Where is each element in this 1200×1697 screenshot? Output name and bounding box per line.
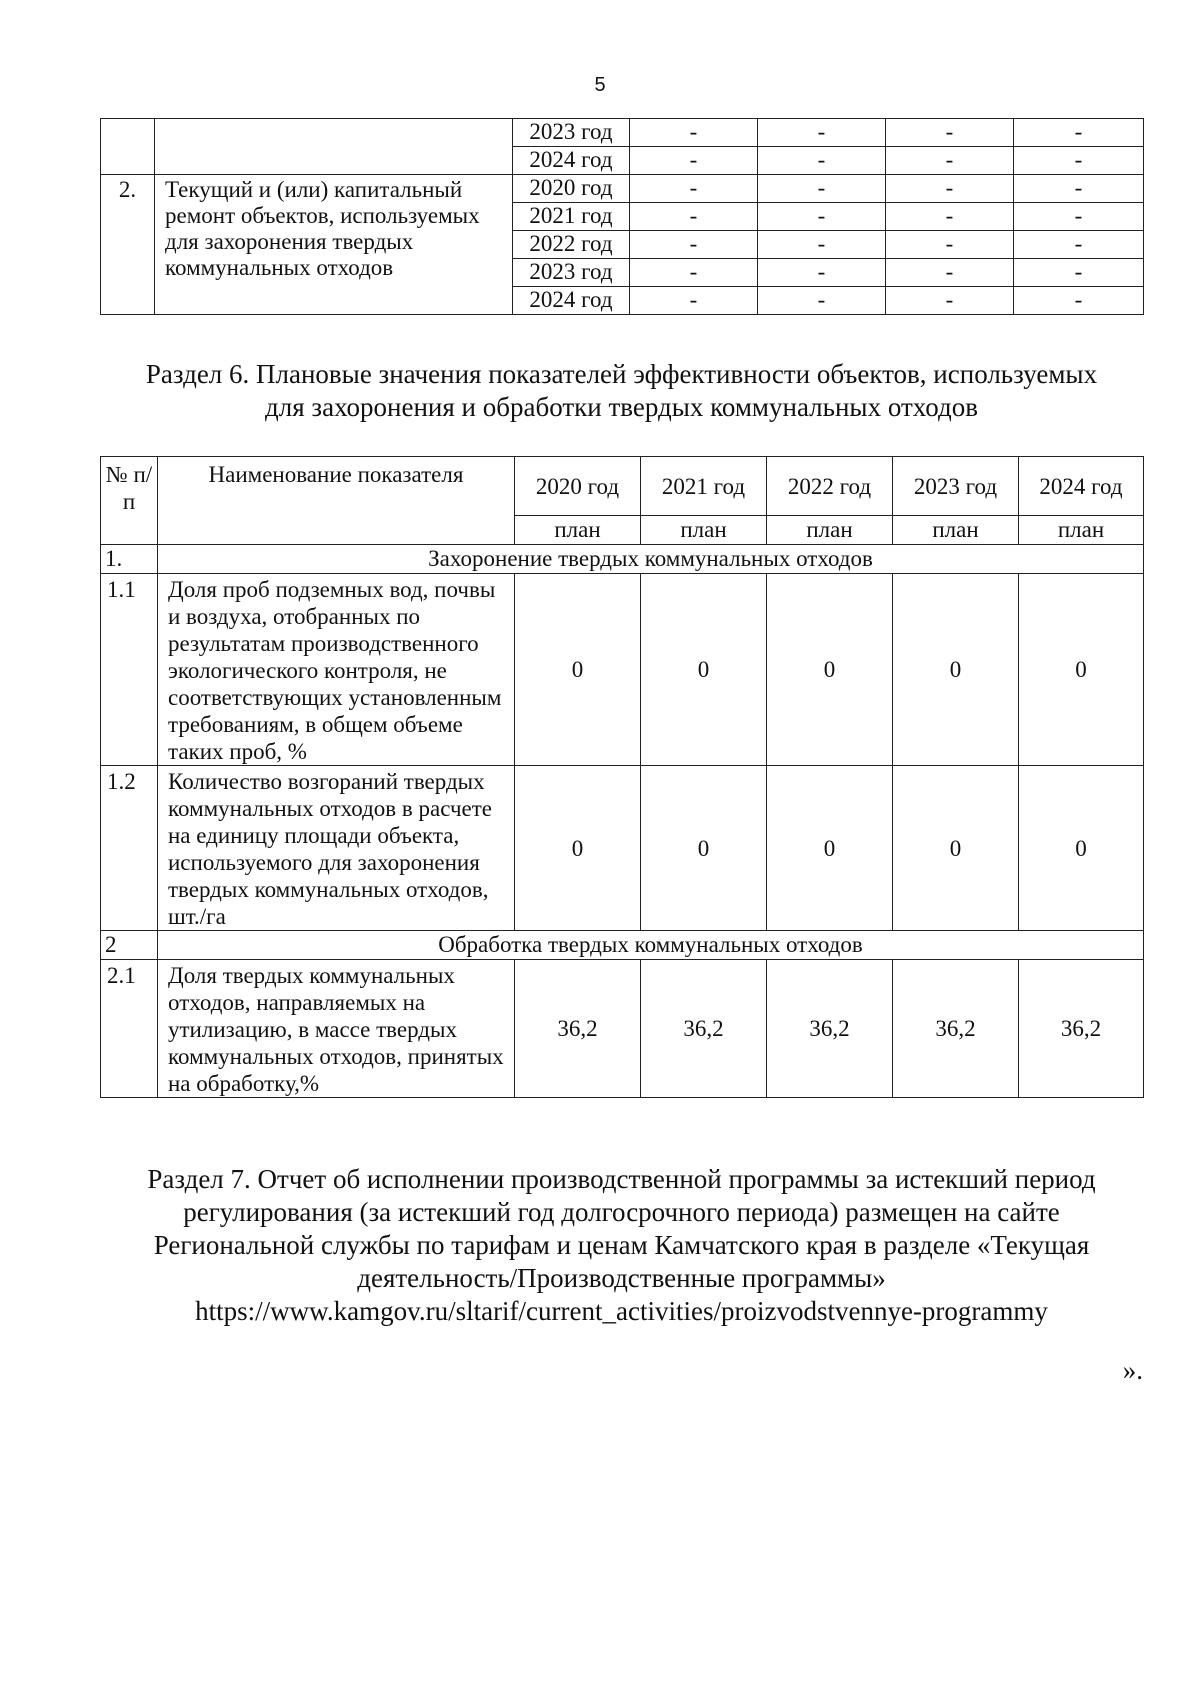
plan-value: 0 [767, 766, 893, 931]
indicator-name: Доля твердых коммунальных отходов, направляемых на утилизацию, в массе твердых коммунальных отходов, принятых на обработку,% [158, 960, 515, 1098]
plan-label: план [515, 516, 641, 545]
value-cell: - [886, 119, 1014, 147]
plan-value: 0 [893, 766, 1019, 931]
text-line: Раздел 7. Отчет об исполнении производственной программы за истекший период [147, 1164, 1096, 1194]
value-cell: - [1014, 119, 1144, 147]
table-row [101, 766, 1144, 931]
value-cell: - [886, 231, 1014, 259]
column-header-year: 2020 год [515, 457, 641, 516]
value-cell: - [1014, 147, 1144, 175]
value-cell: - [886, 287, 1014, 315]
value-cell: - [758, 259, 886, 287]
year-cell: 2023 год [513, 119, 630, 147]
row-number: 1.1 [101, 574, 158, 766]
group-number: 2 [101, 931, 158, 960]
group-row [101, 931, 1144, 960]
plan-value: 36,2 [767, 960, 893, 1098]
value-cell: - [758, 231, 886, 259]
value-cell: - [1014, 231, 1144, 259]
plan-value: 0 [767, 574, 893, 766]
value-cell: - [886, 147, 1014, 175]
column-header-year: 2024 год [1019, 457, 1144, 516]
value-cell: - [630, 231, 758, 259]
plan-value: 36,2 [515, 960, 641, 1098]
table-row [101, 960, 1144, 1098]
plan-value: 36,2 [893, 960, 1019, 1098]
indicator-name: Количество возгораний твердых коммунальных отходов в расчете на единицу площади объекта, используемого для захоронения твердых коммунальных отходов, шт./га [158, 766, 515, 931]
plan-label: план [893, 516, 1019, 545]
text-line: Региональной службы по тарифам и ценам Камчатского края в разделе «Текущая [153, 1230, 1090, 1260]
group-row [101, 545, 1144, 574]
year-cell: 2024 год [513, 147, 630, 175]
value-cell: - [758, 287, 886, 315]
value-cell: - [758, 175, 886, 203]
value-cell: - [1014, 259, 1144, 287]
table-row [101, 119, 1144, 147]
plan-value: 0 [893, 574, 1019, 766]
value-cell: - [758, 119, 886, 147]
row-number: 2. [101, 175, 155, 315]
year-cell: 2022 год [513, 231, 630, 259]
closing-quote-mark: ». [1122, 1355, 1143, 1385]
group-title: Обработка твердых коммунальных отходов [158, 931, 1144, 960]
value-cell: - [758, 147, 886, 175]
table-row [101, 175, 1144, 203]
year-cell: 2024 год [513, 287, 630, 315]
plan-label: план [1019, 516, 1144, 545]
empty-name-cell [155, 119, 513, 175]
value-cell: - [630, 119, 758, 147]
year-cell: 2023 год [513, 259, 630, 287]
plan-label: план [767, 516, 893, 545]
text-line: деятельность/Производственные программы» [357, 1263, 886, 1293]
value-cell: - [1014, 287, 1144, 315]
section6-heading [100, 358, 1143, 424]
plan-value: 0 [1019, 574, 1144, 766]
value-cell: - [630, 259, 758, 287]
column-header-year: 2021 год [641, 457, 767, 516]
plan-value: 0 [641, 766, 767, 931]
value-cell: - [630, 175, 758, 203]
column-header-name: Наименование показателя [158, 457, 515, 545]
plan-value: 36,2 [641, 960, 767, 1098]
row-number: 1.2 [101, 766, 158, 931]
empty-num-cell [101, 119, 155, 175]
year-cell: 2021 год [513, 203, 630, 231]
table-row [101, 574, 1144, 766]
row-name: Текущий и (или) капитальный ремонт объектов, используемых для захоронения твердых коммунальных отходов [155, 175, 513, 315]
plan-value: 0 [1019, 766, 1144, 931]
value-cell: - [758, 203, 886, 231]
page-number: 5 [594, 74, 606, 96]
value-cell: - [1014, 203, 1144, 231]
section7-text [100, 1163, 1143, 1328]
plan-value: 0 [515, 766, 641, 931]
value-cell: - [630, 147, 758, 175]
indicators-table [100, 456, 1144, 1098]
programs-link[interactable]: https://www.kamgov.ru/sltarif/current_activities/proizvodstvennye-programmy [195, 1296, 1048, 1326]
value-cell: - [630, 203, 758, 231]
plan-value: 36,2 [1019, 960, 1144, 1098]
value-cell: - [630, 287, 758, 315]
value-cell: - [886, 203, 1014, 231]
heading-line: Раздел 6. Плановые значения показателей эффективности объектов, используемых [145, 359, 1098, 389]
year-cell: 2020 год [513, 175, 630, 203]
plan-value: 0 [641, 574, 767, 766]
group-title: Захоронение твердых коммунальных отходов [158, 545, 1144, 574]
group-number: 1. [101, 545, 158, 574]
header-row [101, 457, 1144, 516]
column-header-num: № п/п [101, 457, 158, 545]
row-number: 2.1 [101, 960, 158, 1098]
heading-line: для захоронения и обработки твердых коммунальных отходов [265, 392, 978, 422]
column-header-year: 2022 год [767, 457, 893, 516]
column-header-year: 2023 год [893, 457, 1019, 516]
text-line: регулирования (за истекший год долгосрочного периода) размещен на сайте [183, 1197, 1060, 1227]
plan-label: план [641, 516, 767, 545]
continuation-table [100, 118, 1144, 315]
indicator-name: Доля проб подземных вод, почвы и воздуха, отобранных по результатам производственного экологического контроля, не соответствующих установленным требованиям, в общем объеме таких проб, % [158, 574, 515, 766]
value-cell: - [1014, 175, 1144, 203]
value-cell: - [886, 259, 1014, 287]
value-cell: - [886, 175, 1014, 203]
plan-value: 0 [515, 574, 641, 766]
